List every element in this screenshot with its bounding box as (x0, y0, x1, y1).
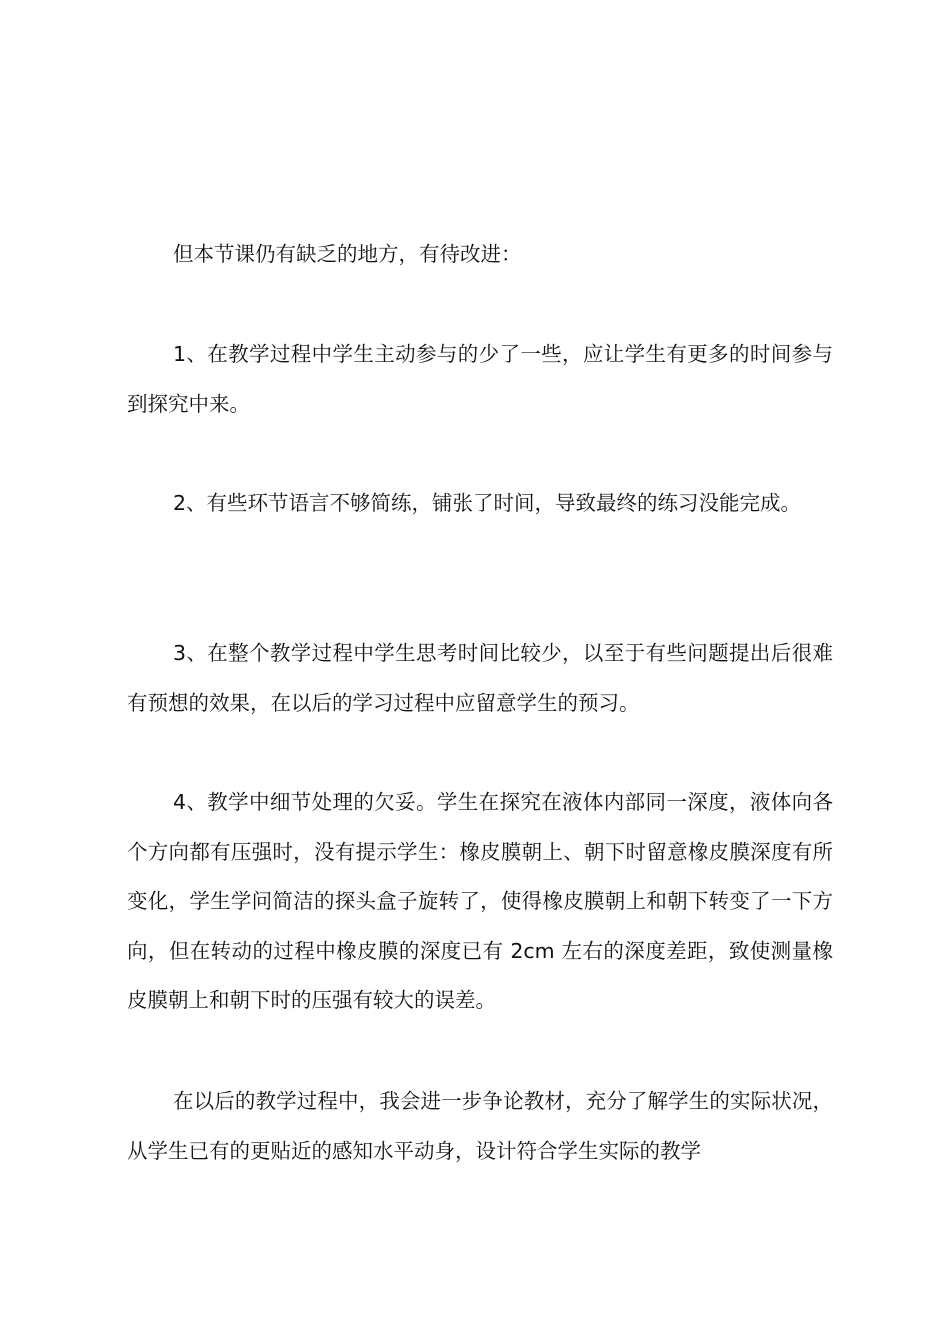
paragraph-item-1: 1、在教学过程中学生主动参与的少了一些，应让学生有更多的时间参与到探究中来。 (127, 342, 833, 416)
paragraph-conclusion: 在以后的教学过程中，我会进一步争论教材，充分了解学生的实际状况，从学生已有的更贴近的感知水平动身，设计符合学生实际的教学 (127, 1089, 833, 1163)
paragraph-intro: 但本节课仍有缺乏的地方，有待改进： (173, 242, 522, 266)
paragraph-item-3: 3、在整个教学过程中学生思考时间比较少，以至于有些问题提出后很难有预想的效果，在以后的学习过程中应留意学生的预习。 (127, 641, 833, 715)
paragraph-item-2: 2、有些环节语言不够简练，铺张了时间，导致最终的练习没能完成。 (173, 491, 802, 515)
paragraph-item-4: 4、教学中细节处理的欠妥。学生在探究在液体内部同一深度，液体向各个方向都有压强时，没有提示学生：橡皮膜朝上、朝下时留意橡皮膜深度有所变化，学生学问简洁的探头盒子旋转了，使得橡皮膜朝上和朝下转变了一下方向，但在转动的过程中橡皮膜的深度已有 2cm 左右的深度差距，致使测量橡皮膜朝上和朝下时的压强有较大的误差。 (127, 790, 833, 1012)
